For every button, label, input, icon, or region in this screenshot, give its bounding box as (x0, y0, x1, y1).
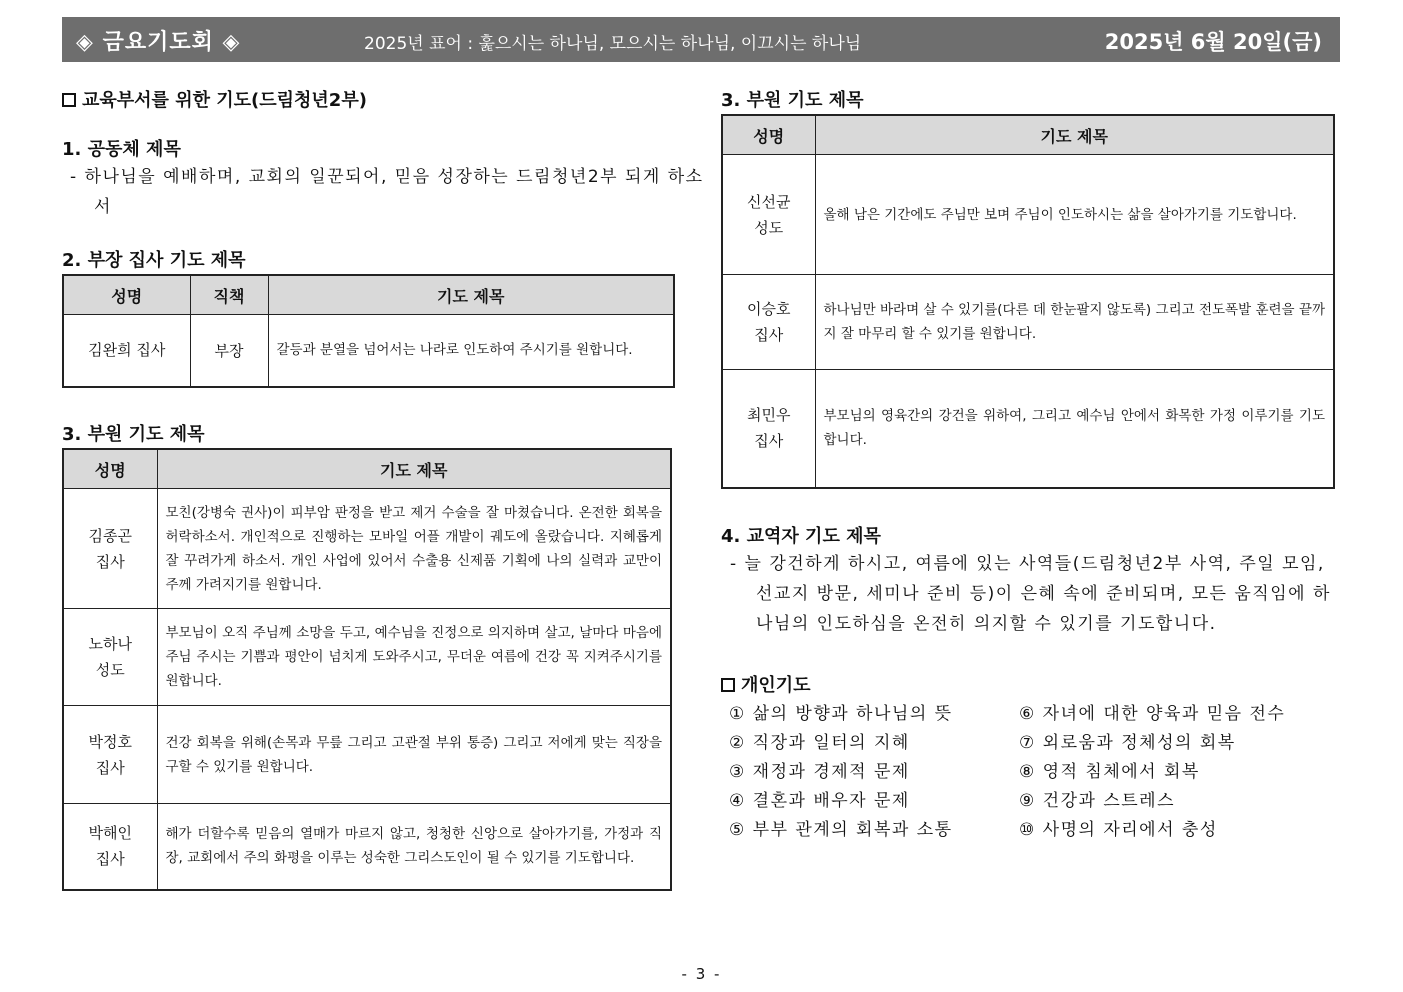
member-name (722, 370, 815, 488)
list-item: ① 삶의 방향과 하나님의 뜻 (729, 704, 953, 724)
col-name: 성명 (722, 115, 815, 155)
members-table-right (721, 114, 1335, 489)
personal-heading-text: 개인기도 (741, 675, 811, 696)
section-title-text: 교육부서를 위한 기도(드림청년2부) (82, 90, 367, 111)
table-row (63, 609, 671, 706)
table-row (722, 155, 1334, 275)
members-heading-right: 3. 부원 기도 제목 (721, 90, 864, 111)
pastor-heading: 4. 교역자 기도 제목 (721, 526, 881, 547)
members-table-left (62, 448, 672, 891)
leader-name: 김완희 집사 (63, 315, 190, 387)
section-title (62, 86, 367, 112)
leader-heading: 2. 부장 집사 기도 제목 (62, 250, 246, 271)
community-heading: 1. 공동체 제목 (62, 139, 181, 160)
member-name (63, 706, 157, 804)
year-motto: 2025년 표어 : 훑으시는 하나님, 모으시는 하나님, 이끄시는 하나님 (364, 34, 862, 54)
leader-role: 부장 (190, 315, 268, 387)
member-name (722, 155, 815, 275)
member-prayer: 올해 남은 기간에도 주님만 보며 주님이 인도하시는 삶을 살아가기를 기도합니다. (815, 155, 1334, 275)
table-row (63, 489, 671, 609)
member-name-text: 신선균 (747, 192, 791, 211)
header-bar (62, 17, 1340, 62)
members-heading-left: 3. 부원 기도 제목 (62, 424, 205, 445)
table-row (722, 275, 1334, 370)
member-prayer: 부모님의 영육간의 강건을 위하여, 그리고 예수님 안에서 화목한 가정 이루기를 기도합니다. (815, 370, 1334, 488)
member-prayer: 부모님이 오직 주님께 소망을 두고, 예수님을 진정으로 의지하며 살고, 날마다 마음에 주님 주시는 기쁨과 평안이 넘치게 도와주시고, 무더운 여름에 건강 꼭 지켜주시기를 원합니다. (157, 609, 671, 706)
member-prayer: 해가 더할수록 믿음의 열매가 마르지 않고, 청청한 신앙으로 살아가기를, 가정과 직장, 교회에서 주의 화평을 이루는 성숙한 그리스도인이 될 수 있기를 기도합니다. (157, 804, 671, 890)
member-prayer: 모친(강병숙 권사)이 피부암 판정을 받고 제거 수술을 잘 마쳤습니다. 온전한 회복을 허락하소서. 개인적으로 진행하는 모바일 어플 개발이 궤도에 올랐습니다. 지혜롭게 잘 꾸려가게 하소서. 개인 사업에 있어서 수출용 신제품 기획에 나의 실력과 교만이 주께 가려지기를 원합니다. (157, 489, 671, 609)
member-name (63, 609, 157, 706)
col-prayer: 기도 제목 (157, 449, 671, 489)
member-name-text: 최민우 (747, 406, 791, 425)
list-item: ⑩ 사명의 자리에서 충성 (1019, 820, 1218, 840)
member-prayer: 하나님만 바라며 살 수 있기를(다른 데 한눈팔지 않도록) 그리고 전도폭발 훈련을 끝까지 잘 마무리 할 수 있기를 원합니다. (815, 275, 1334, 370)
member-name-text: 박정호 (88, 732, 132, 751)
leader-prayer: 갈등과 분열을 넘어서는 나라로 인도하여 주시기를 원합니다. (268, 315, 674, 387)
member-title-text: 집사 (754, 432, 784, 451)
table-row (63, 315, 674, 387)
list-item: ② 직장과 일터의 지혜 (729, 733, 910, 753)
col-role: 직책 (190, 275, 268, 315)
member-title-text: 집사 (95, 850, 125, 869)
table-row (63, 706, 671, 804)
member-prayer: 건강 회복을 위해(손목과 무릎 그리고 고관절 부위 통증) 그리고 저에게 맞는 직장을 구할 수 있기를 원합니다. (157, 706, 671, 804)
member-name-text: 박해인 (88, 824, 132, 843)
table-row (63, 804, 671, 890)
leader-table (62, 274, 675, 388)
member-title-text: 성도 (95, 661, 125, 679)
member-name (63, 804, 157, 890)
member-name (722, 275, 815, 370)
personal-list-col1 (729, 700, 953, 845)
list-item: ⑨ 건강과 스트레스 (1019, 791, 1176, 811)
checkbox-square-icon (62, 93, 76, 107)
list-item: ⑦ 외로움과 정체성의 회복 (1019, 733, 1236, 753)
member-name-text: 김종곤 (88, 526, 132, 545)
table-row (722, 370, 1334, 488)
page-number: - 3 - (681, 965, 722, 983)
list-item: ⑤ 부부 관계의 회복과 소통 (729, 820, 953, 840)
date: 2025년 6월 20일(금) (1104, 30, 1322, 54)
checkbox-square-icon (721, 678, 735, 692)
list-item: ⑥ 자녀에 대한 양육과 믿음 전수 (1019, 704, 1286, 724)
col-name: 성명 (63, 449, 157, 489)
col-prayer: 기도 제목 (268, 275, 674, 315)
member-title-text: 집사 (95, 552, 125, 571)
list-item: ④ 결혼과 배우자 문제 (729, 791, 910, 811)
member-title-text: 집사 (95, 758, 125, 777)
col-prayer: 기도 제목 (815, 115, 1334, 155)
list-item: ③ 재정과 경제적 문제 (729, 762, 910, 782)
personal-list-col2 (1019, 700, 1285, 845)
community-text: - 하나님을 예배하며, 교회의 일꾼되어, 믿음 성장하는 드림청년2부 되게 하소서 (70, 167, 704, 217)
col-name: 성명 (63, 275, 190, 315)
member-title-text: 성도 (754, 218, 784, 237)
member-name (63, 489, 157, 609)
pastor-text: - 늘 강건하게 하시고, 여름에 있는 사역들(드림청년2부 사역, 주일 모임, 선교지 방문, 세미나 준비 등)이 은혜 속에 준비되며, 모든 움직임에 하나님의 인도하심을 온전히 의지할 수 있기를 기도합니다. (730, 554, 1331, 634)
personal-heading (721, 671, 811, 697)
page-title: ◈ 금요기도회 ◈ (76, 30, 241, 55)
member-name-text: 노하나 (88, 635, 132, 653)
member-title-text: 집사 (754, 326, 784, 344)
list-item: ⑧ 영적 침체에서 회복 (1019, 762, 1200, 782)
member-name-text: 이승호 (747, 300, 791, 318)
